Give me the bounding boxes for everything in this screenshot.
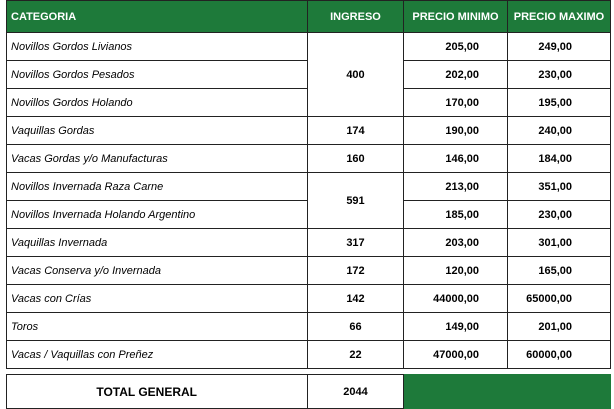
precio-minimo-cell: 185,00	[404, 201, 508, 229]
ingreso-cell-grouped: 591	[308, 173, 404, 229]
categoria-cell: Novillos Gordos Holando	[7, 89, 308, 117]
total-row	[7, 375, 611, 409]
precio-maximo-cell: 184,00	[508, 145, 611, 173]
categoria-cell: Vacas con Crías	[7, 285, 308, 313]
header-precio-minimo: PRECIO MINIMO	[404, 1, 508, 33]
precio-minimo-cell: 170,00	[404, 89, 508, 117]
header-row	[7, 1, 611, 33]
ingreso-cell: 66	[308, 313, 404, 341]
precio-minimo-cell: 213,00	[404, 173, 508, 201]
categoria-cell: Vaquillas Gordas	[7, 117, 308, 145]
ingreso-cell: 160	[308, 145, 404, 173]
precio-maximo-cell: 230,00	[508, 201, 611, 229]
categoria-cell: Novillos Invernada Holando Argentino	[7, 201, 308, 229]
table-row	[7, 341, 611, 369]
table-row	[7, 173, 611, 201]
precio-minimo-cell: 149,00	[404, 313, 508, 341]
precio-maximo-cell: 65000,00	[508, 285, 611, 313]
header-categoria: CATEGORIA	[7, 1, 308, 33]
total-green-block	[404, 375, 611, 409]
precio-maximo-cell: 351,00	[508, 173, 611, 201]
total-value: 2044	[308, 375, 404, 409]
precio-maximo-cell: 60000,00	[508, 341, 611, 369]
header-ingreso: INGRESO	[308, 1, 404, 33]
precio-maximo-cell: 249,00	[508, 33, 611, 61]
table-row	[7, 313, 611, 341]
categoria-cell: Vacas / Vaquillas con Preñez	[7, 341, 308, 369]
ingreso-cell: 172	[308, 257, 404, 285]
precio-maximo-cell: 230,00	[508, 61, 611, 89]
categoria-cell: Vacas Conserva y/o Invernada	[7, 257, 308, 285]
header-precio-maximo: PRECIO MAXIMO	[508, 1, 611, 33]
categoria-cell: Novillos Gordos Livianos	[7, 33, 308, 61]
precio-minimo-cell: 202,00	[404, 61, 508, 89]
categoria-cell: Vacas Gordas y/o Manufacturas	[7, 145, 308, 173]
ingreso-cell: 317	[308, 229, 404, 257]
categoria-cell: Toros	[7, 313, 308, 341]
table-row	[7, 257, 611, 285]
ingreso-cell: 174	[308, 117, 404, 145]
precio-minimo-cell: 190,00	[404, 117, 508, 145]
precio-minimo-cell: 146,00	[404, 145, 508, 173]
precio-minimo-cell: 44000,00	[404, 285, 508, 313]
table-row	[7, 33, 611, 61]
table-row	[7, 285, 611, 313]
ingreso-cell: 142	[308, 285, 404, 313]
categoria-cell: Vaquillas Invernada	[7, 229, 308, 257]
precio-minimo-cell: 205,00	[404, 33, 508, 61]
precio-maximo-cell: 165,00	[508, 257, 611, 285]
categoria-cell: Novillos Invernada Raza Carne	[7, 173, 308, 201]
precio-maximo-cell: 240,00	[508, 117, 611, 145]
table-row	[7, 229, 611, 257]
table-row	[7, 117, 611, 145]
ingreso-cell-grouped: 400	[308, 33, 404, 117]
precio-maximo-cell: 195,00	[508, 89, 611, 117]
precio-minimo-cell: 47000,00	[404, 341, 508, 369]
table-row	[7, 145, 611, 173]
categoria-cell: Novillos Gordos Pesados	[7, 61, 308, 89]
precio-minimo-cell: 120,00	[404, 257, 508, 285]
prices-table	[6, 0, 611, 409]
total-label: TOTAL GENERAL	[7, 375, 308, 409]
ingreso-cell: 22	[308, 341, 404, 369]
precio-maximo-cell: 301,00	[508, 229, 611, 257]
precio-minimo-cell: 203,00	[404, 229, 508, 257]
precio-maximo-cell: 201,00	[508, 313, 611, 341]
